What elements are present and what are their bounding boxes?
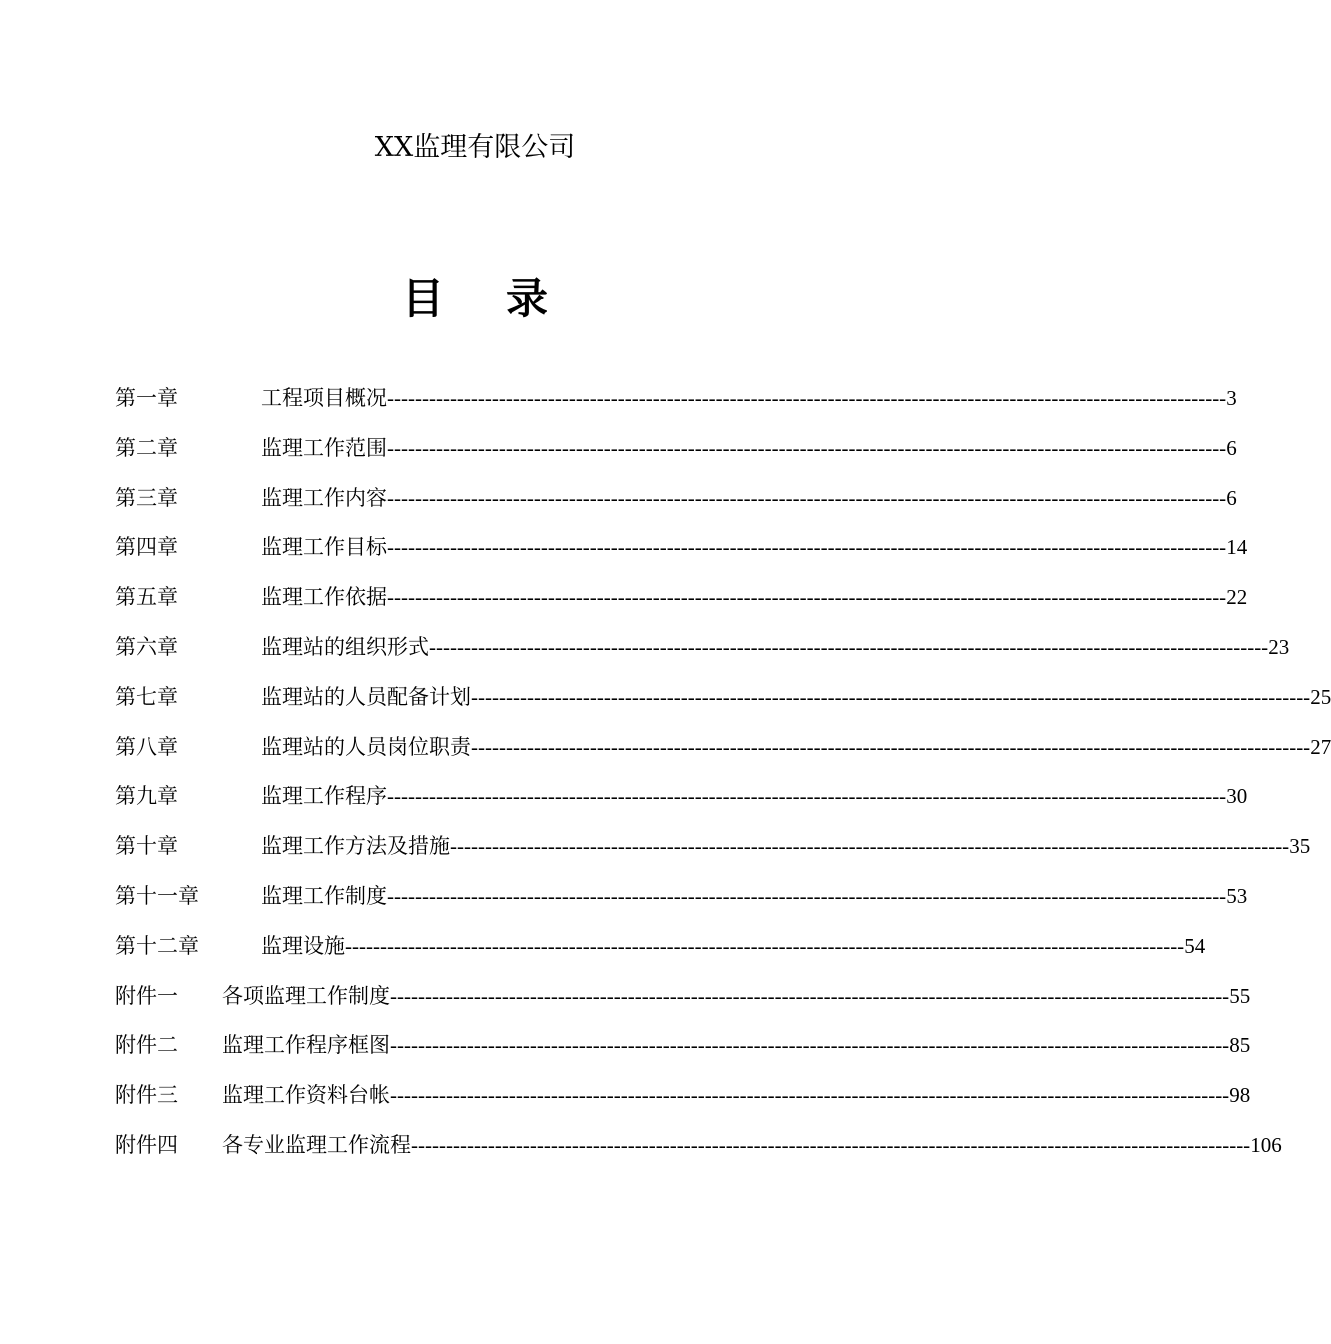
toc-entry-page: 85 [1229,1033,1251,1058]
toc-entry[interactable] [115,729,1331,779]
toc-title [0,272,950,326]
toc-entry-body [261,579,1248,615]
toc-entry-body [261,679,1331,715]
toc-entry-title: 工程项目概况 [261,386,387,410]
toc-entry-number: 附件四 [115,1132,178,1157]
toc-title-char-1: 目 [401,274,444,323]
toc-entry-leader: ------------------------------------------------------------------------------------------------------------------------ [387,535,1227,560]
toc-entry-page: 35 [1289,834,1311,859]
toc-entry[interactable] [115,828,1311,878]
toc-entry-number: 附件一 [115,983,178,1008]
toc-entry-title: 各项监理工作制度 [222,983,390,1008]
toc-entry-number: 第三章 [115,485,178,510]
toc-entry-leader: ------------------------------------------------------------------------------------------------------------------------ [429,634,1269,659]
toc-entry[interactable] [115,579,1248,629]
toc-entry[interactable] [115,430,1237,480]
toc-entry-body [261,729,1331,765]
toc-entry[interactable] [115,380,1237,430]
toc-title-char-2: 录 [506,274,549,323]
toc-entry-leader: ------------------------------------------------------------------------------------------------------------------------ [387,784,1227,809]
toc-entry-body [261,629,1290,665]
toc-entry-page: 53 [1226,883,1248,908]
toc-entry-title: 监理工作程序框图 [222,1033,390,1058]
toc-entry-page: 27 [1310,734,1331,759]
toc-entry-number: 第八章 [115,734,178,759]
toc-entry-title: 监理工作方法及措施 [261,834,450,859]
toc-entry-leader: ------------------------------------------------------------------------------------------------------------------------ [387,435,1227,460]
toc-entry-title: 监理工作依据 [261,585,387,610]
toc-entry[interactable] [115,480,1237,530]
toc-entry-page: 3 [1226,386,1237,410]
toc-entry-body [261,380,1237,416]
toc-entry-leader: ------------------------------------------------------------------------------------------------------------------------ [471,734,1311,759]
toc-entry-title: 监理设施 [261,933,345,958]
toc-entry-body [261,928,1206,964]
toc-entry-number: 附件三 [115,1083,178,1108]
company-name: XX监理有限公司 [374,132,576,163]
toc-entry-number: 第十一章 [115,883,199,908]
toc-entry-title: 监理工作资料台帐 [222,1083,390,1108]
toc-entry-title: 监理站的组织形式 [261,634,429,659]
toc-entry-page: 98 [1229,1083,1251,1108]
toc-entry-page: 106 [1250,1132,1282,1157]
table-of-contents [115,380,1331,1177]
toc-entry[interactable] [115,778,1248,828]
toc-entry-body [261,430,1237,466]
toc-entry-title: 监理工作内容 [261,485,387,510]
toc-entry[interactable] [115,978,1251,1028]
toc-entry-body [261,778,1248,814]
toc-entry-number: 第一章 [115,386,178,410]
toc-entry-number: 第五章 [115,585,178,610]
toc-entry-number: 第二章 [115,435,178,460]
toc-entry-number: 第九章 [115,784,178,809]
toc-entry-number: 第四章 [115,535,178,560]
toc-entry-body [222,978,1251,1014]
toc-entry-page: 14 [1226,535,1248,560]
toc-entry-title: 监理工作程序 [261,784,387,809]
toc-entry-page: 6 [1226,435,1237,460]
toc-entry-title: 各专业监理工作流程 [222,1132,411,1157]
toc-entry-leader: ------------------------------------------------------------------------------------------------------------------------ [387,485,1227,510]
toc-entry-number: 第六章 [115,634,178,659]
toc-entry-leader: ------------------------------------------------------------------------------------------------------------------------ [345,933,1185,958]
toc-entry-leader: ------------------------------------------------------------------------------------------------------------------------ [450,834,1290,859]
toc-entry-leader: ------------------------------------------------------------------------------------------------------------------------ [387,585,1227,610]
toc-entry-title: 监理站的人员配备计划 [261,684,471,709]
toc-entry-title: 监理工作制度 [261,883,387,908]
toc-entry-title: 监理工作目标 [261,535,387,560]
toc-entry[interactable] [115,529,1248,579]
toc-entry[interactable] [115,1027,1251,1077]
toc-entry-number: 第七章 [115,684,178,709]
toc-entry-page: 30 [1226,784,1248,809]
toc-entry-page: 25 [1310,684,1331,709]
toc-entry-body [222,1127,1282,1163]
toc-entry-body [222,1077,1251,1113]
toc-entry-page: 22 [1226,585,1248,610]
toc-entry[interactable] [115,629,1290,679]
toc-entry-number: 附件二 [115,1033,178,1058]
toc-entry[interactable] [115,1127,1282,1177]
toc-entry[interactable] [115,928,1206,978]
toc-entry[interactable] [115,878,1248,928]
toc-entry[interactable] [115,1077,1251,1127]
toc-entry-leader: ------------------------------------------------------------------------------------------------------------------------ [390,1033,1230,1058]
toc-entry-leader: ------------------------------------------------------------------------------------------------------------------------ [387,883,1227,908]
toc-entry-body [261,529,1248,565]
toc-entry-leader: ------------------------------------------------------------------------------------------------------------------------ [387,386,1227,410]
toc-entry-body [261,828,1311,864]
toc-entry[interactable] [115,679,1331,729]
toc-entry-leader: ------------------------------------------------------------------------------------------------------------------------ [390,1083,1230,1108]
toc-entry-leader: ------------------------------------------------------------------------------------------------------------------------ [411,1132,1251,1157]
toc-entry-number: 第十二章 [115,933,199,958]
toc-entry-body [261,878,1248,914]
toc-entry-page: 55 [1229,983,1251,1008]
toc-entry-page: 54 [1184,933,1206,958]
toc-entry-number: 第十章 [115,834,178,859]
toc-entry-leader: ------------------------------------------------------------------------------------------------------------------------ [390,983,1230,1008]
toc-entry-leader: ------------------------------------------------------------------------------------------------------------------------ [471,684,1311,709]
toc-entry-body [261,480,1237,516]
toc-entry-page: 23 [1268,634,1290,659]
toc-entry-title: 监理站的人员岗位职责 [261,734,471,759]
toc-entry-body [222,1027,1251,1063]
toc-entry-title: 监理工作范围 [261,435,387,460]
toc-entry-page: 6 [1226,485,1237,510]
